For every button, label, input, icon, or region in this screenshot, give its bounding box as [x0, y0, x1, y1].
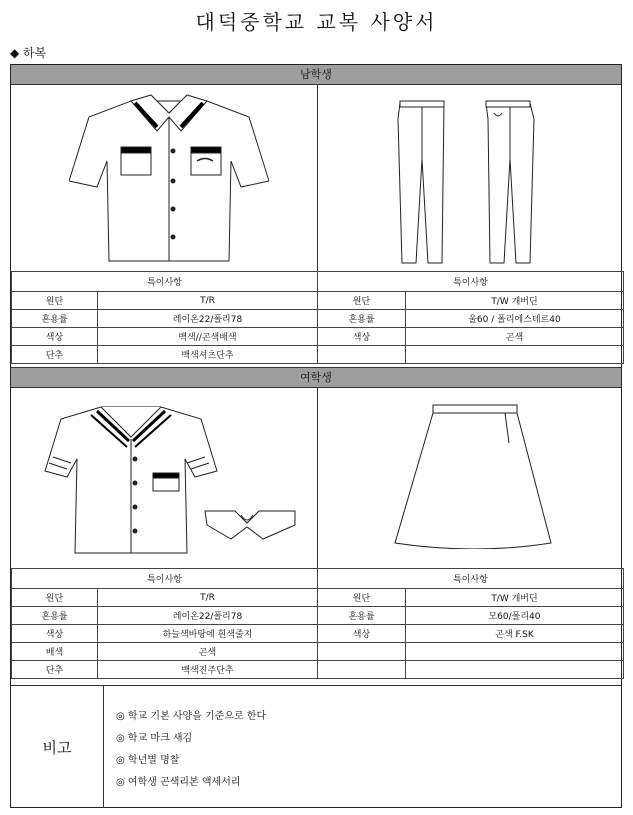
female-left-label-color: 색상 — [12, 625, 98, 643]
female-left-value-fabric: T/R — [98, 589, 318, 607]
female-right-empty-value-2 — [406, 661, 624, 679]
female-right-label-fabric: 원단 — [318, 589, 406, 607]
female-divider — [317, 387, 318, 569]
male-right-empty-value — [406, 346, 624, 364]
female-right-value-blend: 모60/폴리40 — [406, 607, 624, 625]
section-label: ◆ 하복 — [10, 46, 47, 60]
female-left-notes-label: 특이사항 — [12, 569, 318, 589]
female-right-empty-label-2 — [318, 661, 406, 679]
male-left-value-button: 백색셔츠단추 — [98, 346, 318, 364]
male-trousers-drawing — [396, 99, 556, 269]
remark-item: ◎ 학년별 명찰 — [116, 755, 180, 766]
female-blouse-drawing — [41, 399, 311, 559]
female-right-label-blend: 혼용률 — [318, 607, 406, 625]
remark-item: ◎ 학교 기본 사양을 기준으로 한다 — [116, 711, 267, 722]
male-left-label-fabric: 원단 — [12, 292, 98, 310]
female-right-empty-value-1 — [406, 643, 624, 661]
male-left-value-fabric: T/R — [98, 292, 318, 310]
female-left-value-trim: 곤색 — [98, 643, 318, 661]
male-left-value-color: 백색//곤색배색 — [98, 328, 318, 346]
male-right-label-color: 색상 — [318, 328, 406, 346]
female-left-value-button: 백색진주단추 — [98, 661, 318, 679]
female-left-value-blend: 레이온22/폴리78 — [98, 607, 318, 625]
female-left-label-button: 단추 — [12, 661, 98, 679]
male-left-notes-label: 특이사항 — [12, 272, 318, 292]
remarks-label: 비고 — [11, 686, 104, 808]
male-left-value-blend: 레이온22/폴리78 — [98, 310, 318, 328]
female-right-value-color: 곤색 F.SK — [406, 625, 624, 643]
remarks-section — [11, 685, 621, 808]
female-right-notes-label: 특이사항 — [318, 569, 624, 589]
male-right-value-fabric: T/W 개버딘 — [406, 292, 624, 310]
male-shirt-drawing — [69, 91, 269, 267]
male-right-empty-label — [318, 346, 406, 364]
male-spec-table — [11, 271, 624, 364]
male-right-notes-label: 특이사항 — [318, 272, 624, 292]
female-left-label-trim: 배색 — [12, 643, 98, 661]
female-skirt-drawing — [393, 403, 553, 549]
male-right-value-blend: 울60 / 폴리에스테르40 — [406, 310, 624, 328]
remarks-list — [116, 706, 266, 794]
male-left-label-button: 단추 — [12, 346, 98, 364]
female-right-empty-label-1 — [318, 643, 406, 661]
male-divider — [317, 85, 318, 272]
male-band: 남학생 — [11, 65, 621, 85]
male-right-label-fabric: 원단 — [318, 292, 406, 310]
remark-item: ◎ 여학생 곤색리본 액세서리 — [116, 777, 241, 788]
female-left-label-blend: 혼용률 — [12, 607, 98, 625]
male-left-label-color: 색상 — [12, 328, 98, 346]
male-right-value-color: 곤색 — [406, 328, 624, 346]
male-right-label-blend: 혼용률 — [318, 310, 406, 328]
female-left-value-color: 하늘색바탕에 흰색줄지 — [98, 625, 318, 643]
spec-sheet — [10, 64, 622, 808]
female-right-value-fabric: T/W 개버딘 — [406, 589, 624, 607]
female-band: 여학생 — [11, 367, 621, 388]
female-spec-table — [11, 568, 624, 679]
male-left-label-blend: 혼용률 — [12, 310, 98, 328]
female-right-label-color: 색상 — [318, 625, 406, 643]
remark-item: ◎ 학교 마크 새김 — [116, 733, 193, 744]
female-left-label-fabric: 원단 — [12, 589, 98, 607]
document-title: 대덕중학교 교복 사양서 — [195, 10, 438, 34]
